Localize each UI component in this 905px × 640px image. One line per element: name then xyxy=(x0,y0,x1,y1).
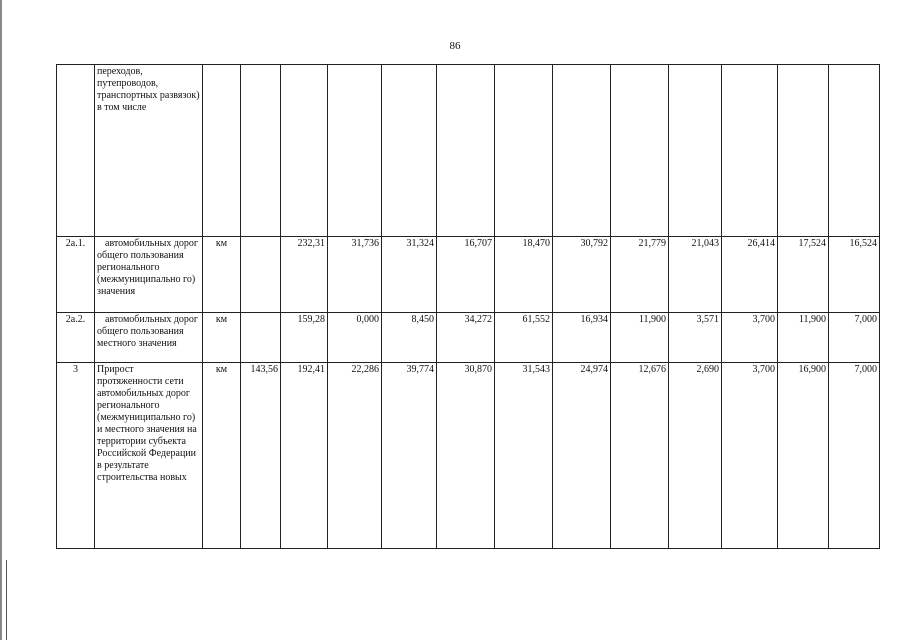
value-cell: 12,676 xyxy=(611,363,669,549)
value-cell xyxy=(328,65,382,237)
value-cell: 3,571 xyxy=(669,313,722,363)
row-description: автомобильных дорог общего пользования местного значения xyxy=(95,313,203,363)
value-cell: 30,792 xyxy=(553,237,611,313)
row-description: Прирост протяженности сети автомобильных дорог регионального (межмуниципально го) и местного значения на территории субъекта Российской Федерации в результате строительства новых xyxy=(95,363,203,549)
value-cell xyxy=(281,65,328,237)
value-cell: 39,774 xyxy=(382,363,437,549)
row-description: переходов, путепроводов, транспортных развязок) в том числе xyxy=(95,65,203,237)
value-cell: 30,870 xyxy=(437,363,495,549)
table-row xyxy=(57,363,880,549)
value-cell xyxy=(611,65,669,237)
value-cell: 17,524 xyxy=(778,237,829,313)
table-row xyxy=(57,65,880,237)
row-index: 2а.1. xyxy=(57,237,95,313)
value-cell: 11,900 xyxy=(778,313,829,363)
value-cell xyxy=(829,65,880,237)
page-number: 86 xyxy=(449,40,461,52)
value-cell: 34,272 xyxy=(437,313,495,363)
row-index: 2а.2. xyxy=(57,313,95,363)
row-unit: км xyxy=(203,313,241,363)
value-cell: 22,286 xyxy=(328,363,382,549)
row-unit: км xyxy=(203,237,241,313)
value-cell: 0,000 xyxy=(328,313,382,363)
value-cell: 21,779 xyxy=(611,237,669,313)
indicator-table xyxy=(56,64,880,549)
scan-edge-line xyxy=(0,0,2,640)
value-cell: 61,552 xyxy=(495,313,553,363)
table-row xyxy=(57,237,880,313)
row-unit xyxy=(203,65,241,237)
value-cell xyxy=(553,65,611,237)
row-unit: км xyxy=(203,363,241,549)
value-cell: 8,450 xyxy=(382,313,437,363)
value-cell xyxy=(669,65,722,237)
value-cell: 7,000 xyxy=(829,363,880,549)
value-cell: 7,000 xyxy=(829,313,880,363)
value-cell: 232,31 xyxy=(281,237,328,313)
value-cell xyxy=(778,65,829,237)
value-cell xyxy=(241,313,281,363)
value-cell: 16,707 xyxy=(437,237,495,313)
value-cell: 24,974 xyxy=(553,363,611,549)
value-cell: 16,900 xyxy=(778,363,829,549)
value-cell: 31,324 xyxy=(382,237,437,313)
value-cell: 21,043 xyxy=(669,237,722,313)
value-cell: 16,524 xyxy=(829,237,880,313)
value-cell: 31,543 xyxy=(495,363,553,549)
row-index xyxy=(57,65,95,237)
scan-edge-mark xyxy=(6,560,7,640)
value-cell xyxy=(241,65,281,237)
value-cell: 2,690 xyxy=(669,363,722,549)
value-cell: 26,414 xyxy=(722,237,778,313)
value-cell xyxy=(495,65,553,237)
value-cell: 16,934 xyxy=(553,313,611,363)
value-cell xyxy=(382,65,437,237)
value-cell: 192,41 xyxy=(281,363,328,549)
row-description: автомобильных дорог общего пользования регионального (межмуниципально го) значения xyxy=(95,237,203,313)
value-cell xyxy=(437,65,495,237)
value-cell: 3,700 xyxy=(722,313,778,363)
row-index: 3 xyxy=(57,363,95,549)
value-cell xyxy=(241,237,281,313)
value-cell: 11,900 xyxy=(611,313,669,363)
value-cell: 3,700 xyxy=(722,363,778,549)
value-cell: 31,736 xyxy=(328,237,382,313)
value-cell: 18,470 xyxy=(495,237,553,313)
table-row xyxy=(57,313,880,363)
value-cell: 159,28 xyxy=(281,313,328,363)
value-cell xyxy=(722,65,778,237)
value-cell: 143,56 xyxy=(241,363,281,549)
